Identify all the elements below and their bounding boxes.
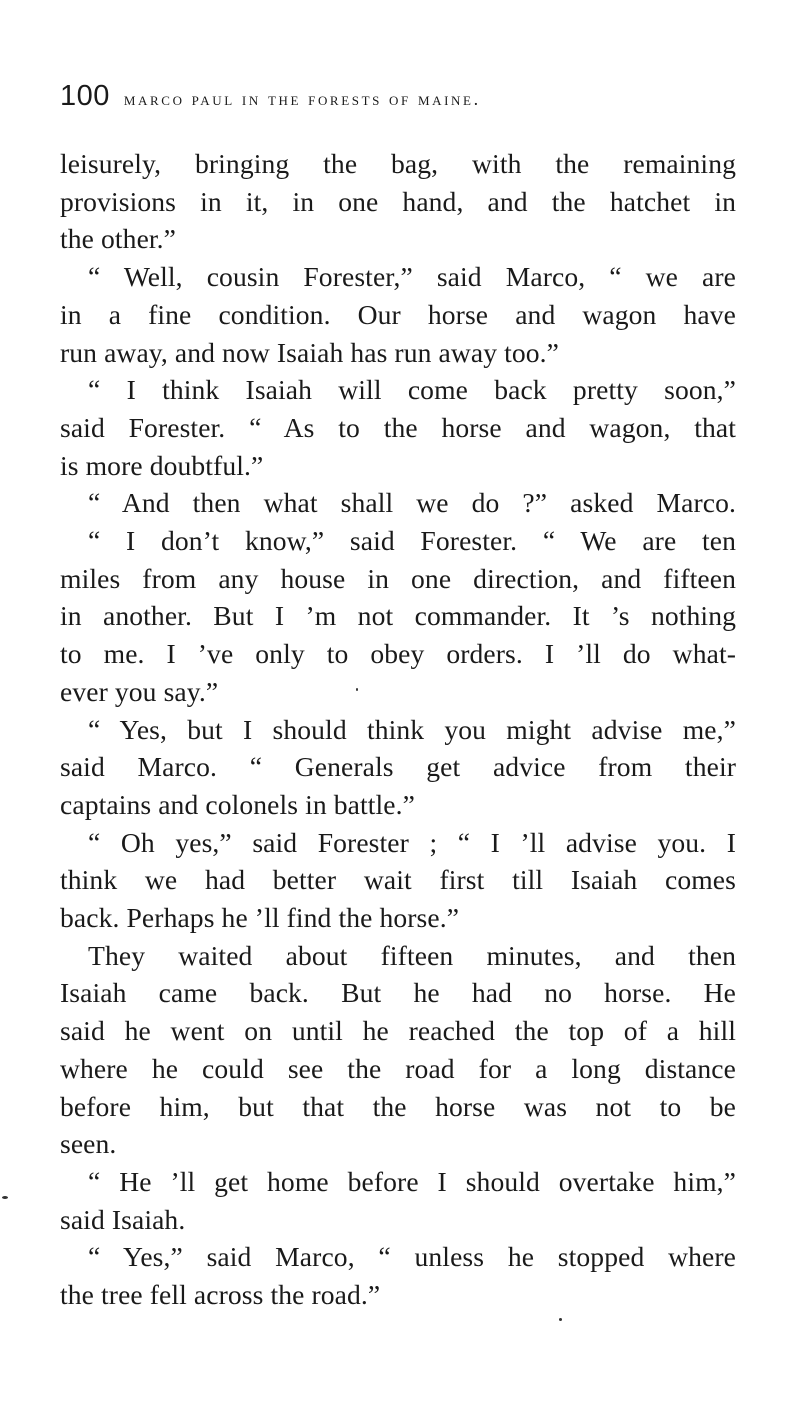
scan-speck: [356, 688, 358, 691]
text-line: think we had better wait first till Isaiah comes: [60, 864, 736, 896]
paragraph: [60, 371, 736, 484]
paragraph: [60, 937, 736, 1163]
text-line: miles from any house in one direction, and fifteen: [60, 562, 736, 594]
paragraph: [60, 1238, 736, 1313]
text-line: said Isaiah.: [60, 1203, 186, 1235]
text-line: to me. I ’ve only to obey orders. I ’ll do what-: [60, 638, 736, 670]
text-line: the other.”: [60, 223, 177, 255]
text-line: leisurely, bringing the bag, with the remaining: [60, 148, 736, 179]
text-line: in a fine condition. Our horse and wagon have: [60, 298, 736, 330]
text-line: “ And then what shall we do ?” asked Marco.: [88, 487, 736, 519]
text-line: seen.: [60, 1128, 117, 1160]
paragraph: [60, 258, 736, 371]
text-line: provisions in it, in one hand, and the hatchet in: [60, 185, 736, 217]
body-text: [60, 145, 736, 1314]
running-title: marco paul in the forests of maine.: [123, 89, 481, 109]
text-line: captains and colonels in battle.”: [60, 788, 415, 820]
text-line: is more doubtful.”: [60, 449, 264, 481]
text-line: They waited about fifteen minutes, and then: [88, 939, 736, 971]
paragraph: [60, 145, 736, 258]
text-line: where he could see the road for a long distance: [60, 1052, 736, 1084]
paragraph: [60, 484, 736, 522]
page-header: [60, 80, 740, 120]
paragraph: [60, 824, 736, 937]
text-line: “ Yes,” said Marco, “ unless he stopped where: [88, 1241, 736, 1273]
text-line: Isaiah came back. But he had no horse. He: [60, 977, 736, 1009]
text-line: said Forester. “ As to the horse and wagon, that: [60, 411, 736, 443]
text-line: in another. But I ’m not commander. It ’s nothing: [60, 600, 736, 632]
paragraph: [60, 711, 736, 824]
page-number: 100: [60, 80, 110, 112]
text-line: “ Well, cousin Forester,” said Marco, “ we are: [88, 261, 736, 293]
text-line: “ He ’ll get home before I should overtake him,”: [88, 1165, 736, 1197]
text-line: “ I don’t know,” said Forester. “ We are ten: [88, 525, 736, 557]
scan-speck: [559, 1318, 562, 1321]
paragraph: [60, 522, 736, 711]
text-line: “ Yes, but I should think you might advise me,”: [88, 713, 736, 745]
text-line: before him, but that the horse was not to be: [60, 1090, 736, 1122]
text-line: run away, and now Isaiah has run away too.”: [60, 336, 560, 368]
text-line: ever you say.”: [60, 675, 219, 707]
text-line: said Marco. “ Generals get advice from their: [60, 751, 736, 783]
text-line: “ Oh yes,” said Forester ; “ I ’ll advise you. I: [88, 826, 736, 858]
scan-speck: [2, 1196, 8, 1199]
text-line: said he went on until he reached the top of a hill: [60, 1015, 736, 1047]
paragraph: [60, 1163, 736, 1238]
text-line: “ I think Isaiah will come back pretty soon,”: [88, 374, 736, 406]
text-line: back. Perhaps he ’ll find the horse.”: [60, 902, 460, 934]
text-line: the tree fell across the road.”: [60, 1279, 381, 1311]
